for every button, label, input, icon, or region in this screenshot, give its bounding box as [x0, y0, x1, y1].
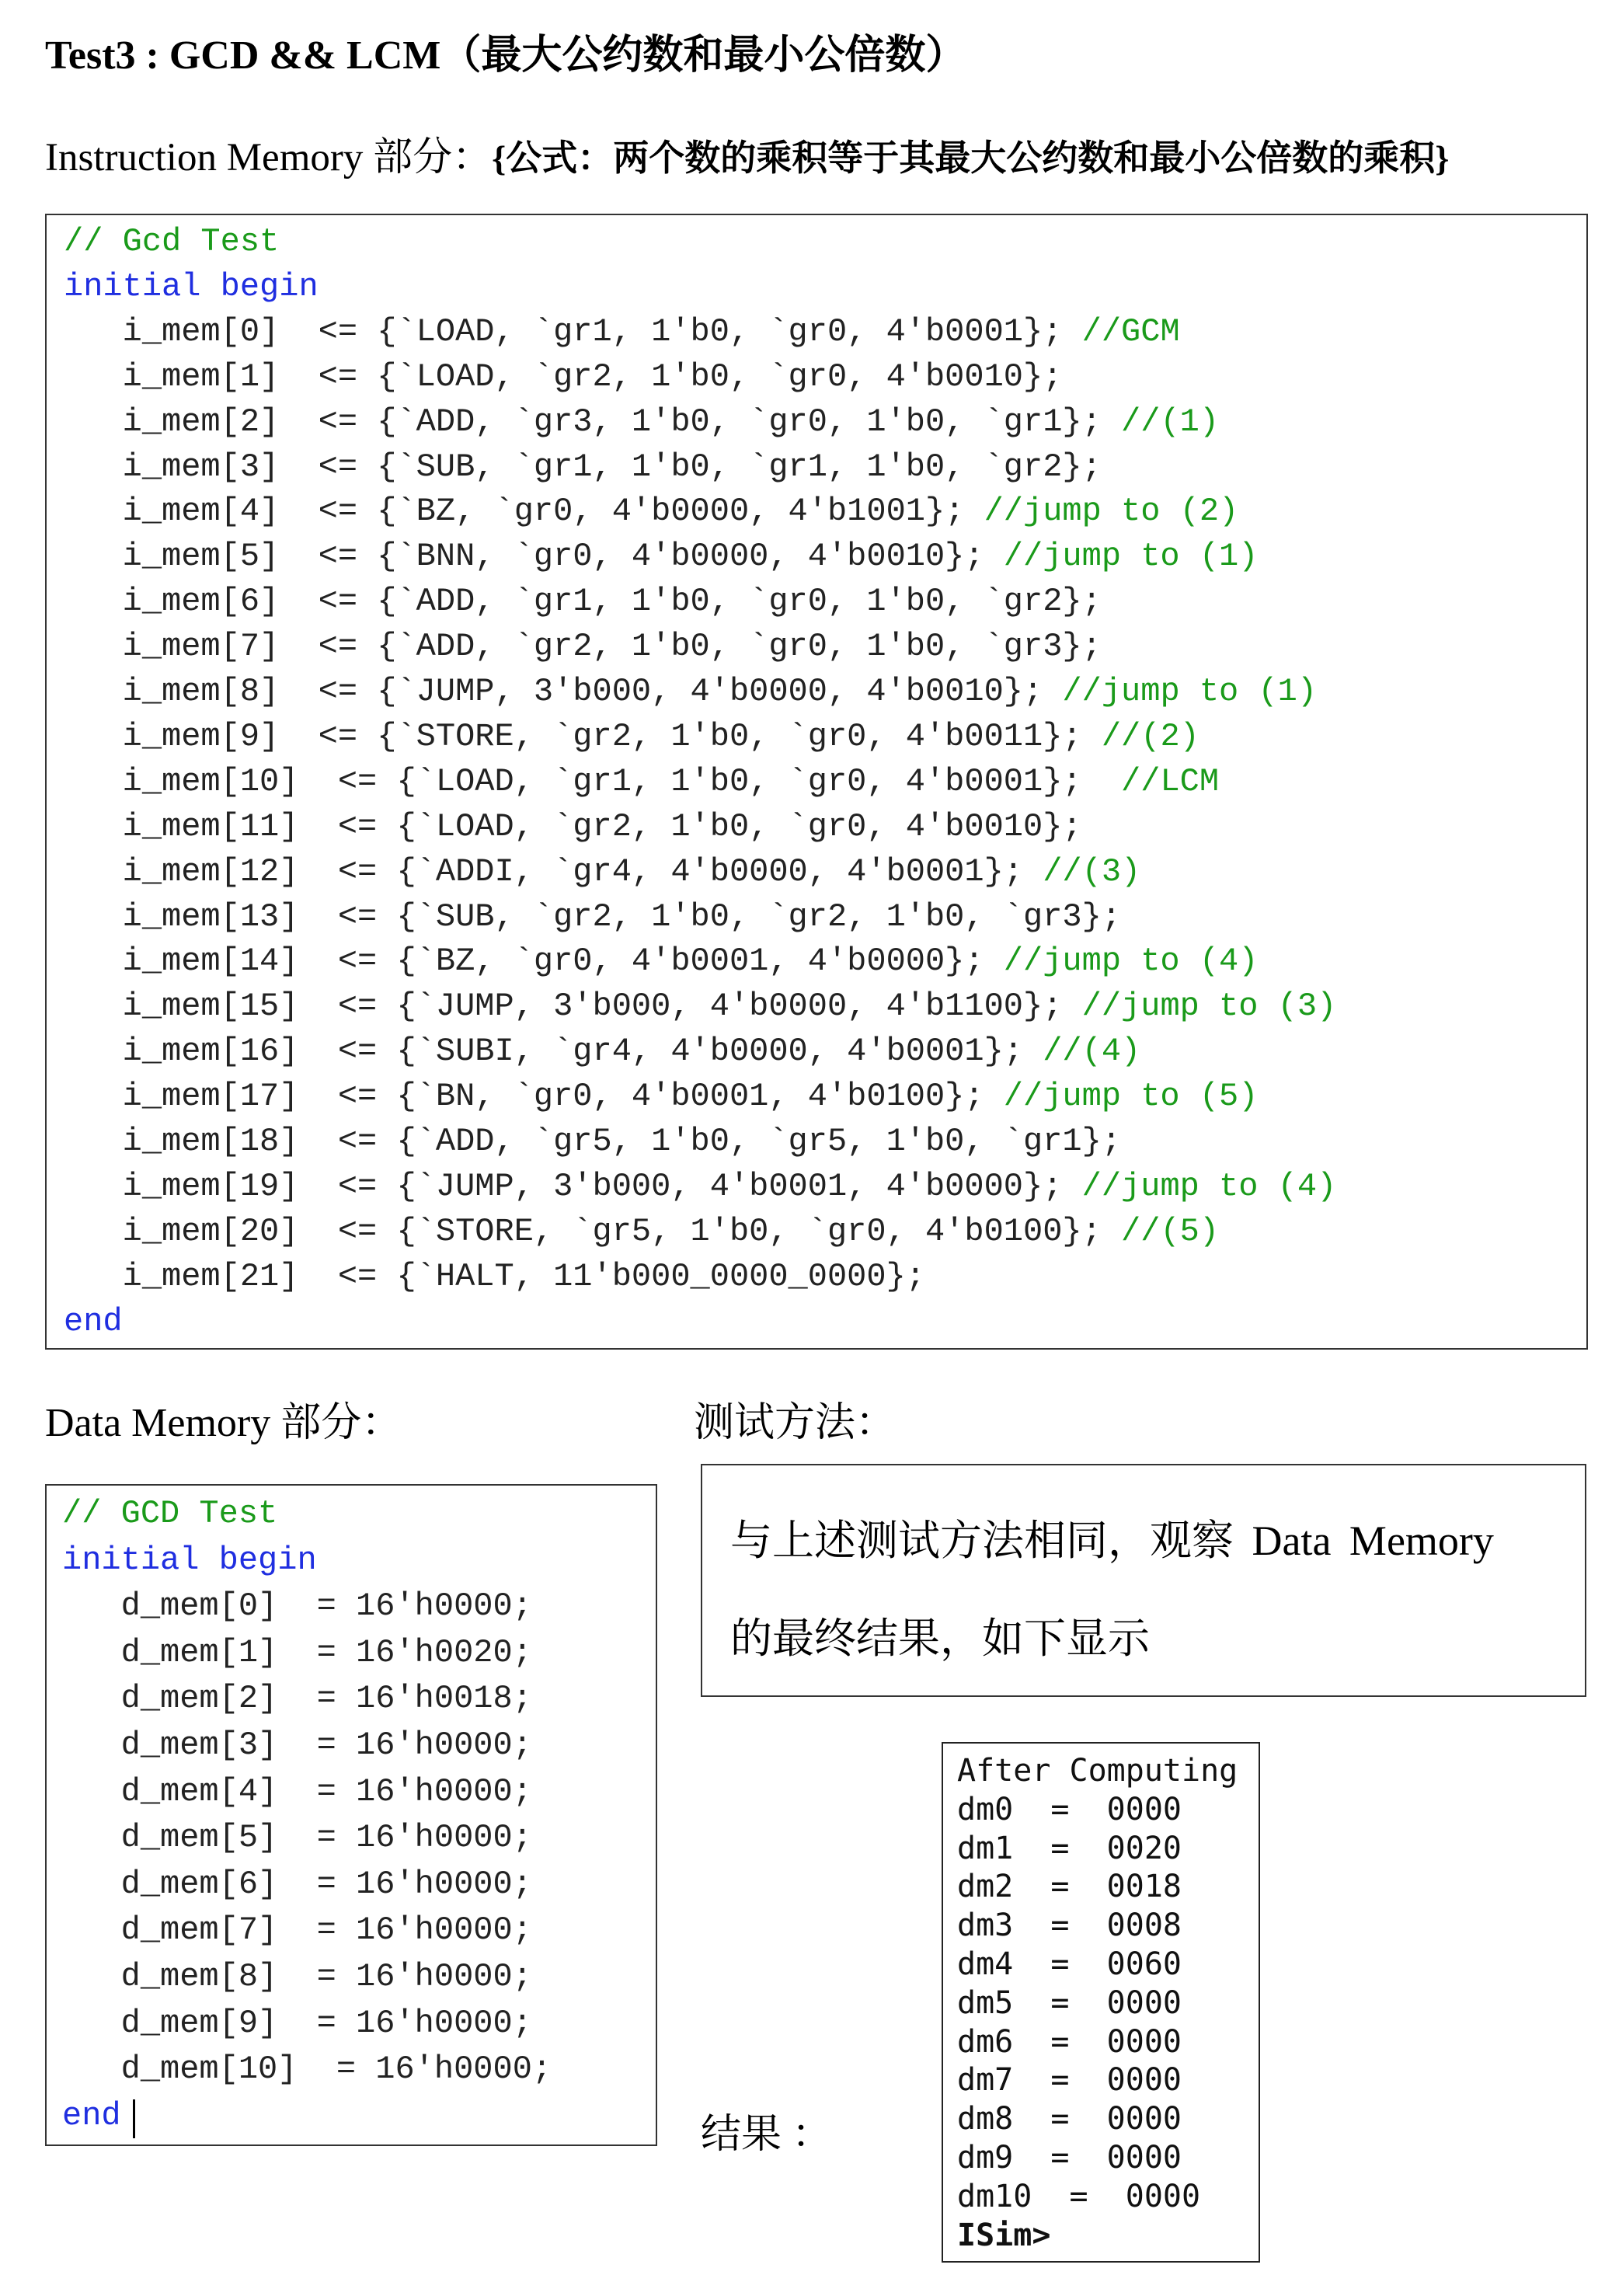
console-value-line: dm2 = 0018: [957, 1869, 1182, 1905]
code-text: d_mem[6] = 16'h0000;: [62, 1865, 532, 1903]
code-text: d_mem[10] = 16'h0000;: [62, 2050, 552, 2089]
code-line: [62, 2097, 121, 2134]
code-comment: //(3): [1043, 852, 1141, 890]
code-text: i_mem[4] <= {`BZ, `gr0, 4'b0000, 4'b1001};: [64, 493, 984, 531]
code-line: [64, 313, 1180, 350]
test-method-text-line1: 与上述测试方法相同，观察 Data Memory: [730, 1517, 1494, 1564]
code-text: i_mem[21] <= {`HALT, 11'b000_0000_0000};: [64, 1257, 925, 1295]
code-text: i_mem[18] <= {`ADD, `gr5, 1'b0, `gr5, 1'b0, `gr1};: [64, 1123, 1122, 1160]
code-text: i_mem[9] <= {`STORE, `gr2, 1'b0, `gr0, 4'b0011};: [64, 717, 1102, 755]
code-line: [64, 628, 1102, 665]
code-text: i_mem[7] <= {`ADD, `gr2, 1'b0, `gr0, 1'b0, `gr3};: [64, 628, 1102, 666]
instruction-memory-heading: [45, 124, 1449, 182]
code-line: [64, 898, 1121, 935]
code-text: i_mem[3] <= {`SUB, `gr1, 1'b0, `gr1, 1'b0, `gr2};: [64, 448, 1102, 486]
code-text: d_mem[8] = 16'h0000;: [62, 1958, 532, 1995]
data-code-block: [45, 1484, 657, 2146]
code-text: d_mem[5] = 16'h0000;: [62, 1819, 532, 1857]
code-comment: //jump to (2): [984, 493, 1239, 531]
console-value-line: dm10 = 0000: [957, 2178, 1201, 2214]
code-text: d_mem[4] = 16'h0000;: [62, 1772, 532, 1810]
code-line: [62, 1958, 532, 1995]
code-line: [64, 448, 1102, 486]
code-text: i_mem[11] <= {`LOAD, `gr2, 1'b0, `gr0, 4'b0010};: [64, 807, 1082, 845]
console-value-line: dm6 = 0000: [957, 2023, 1182, 2060]
code-line: [64, 942, 1258, 980]
code-line: [62, 1726, 532, 1764]
test-method-box: [701, 1464, 1586, 1697]
console-value-line: dm5 = 0000: [957, 1984, 1182, 2021]
page-title: Test3 : GCD && LCM（最大公约数和最小公倍数）: [45, 33, 966, 78]
code-text: i_mem[19] <= {`JUMP, 3'b000, 4'b0001, 4'b0000};: [64, 1167, 1082, 1205]
code-comment: //(5): [1121, 1212, 1220, 1250]
code-line: [64, 718, 1199, 755]
text-cursor: [133, 2099, 135, 2138]
code-text: i_mem[16] <= {`SUBI, `gr4, 4'b0000, 4'b0001};: [64, 1033, 1043, 1071]
code-comment: //jump to (5): [1003, 1078, 1259, 1116]
code-text: i_mem[13] <= {`SUB, `gr2, 1'b0, `gr2, 1'b0, `gr3};: [64, 897, 1122, 935]
code-comment: //jump to (1): [1003, 538, 1259, 576]
code-line: [62, 1911, 532, 1949]
code-line: [62, 1819, 532, 1856]
code-line: [62, 1680, 532, 1717]
code-comment: //jump to (3): [1081, 988, 1337, 1026]
console-value-line: dm9 = 0000: [957, 2140, 1182, 2176]
code-text: i_mem[5] <= {`BNN, `gr0, 4'b0000, 4'b0010};: [64, 538, 1004, 576]
code-line: [62, 2005, 532, 2042]
code-comment: // Gcd Test: [64, 223, 280, 260]
code-text: d_mem[0] = 16'h0000;: [62, 1587, 532, 1625]
code-text: i_mem[2] <= {`ADD, `gr3, 1'b0, `gr0, 1'b0, `gr1};: [64, 402, 1122, 441]
code-line: [62, 1634, 532, 1671]
code-keyword: end: [64, 1302, 123, 1340]
simulation-console-output: [942, 1742, 1260, 2263]
code-comment: //(4): [1043, 1033, 1141, 1071]
console-value-line: dm3 = 0008: [957, 1908, 1182, 1944]
code-text: d_mem[9] = 16'h0000;: [62, 2004, 532, 2042]
code-line: [64, 808, 1082, 845]
code-line: [62, 1866, 532, 1903]
code-line: [64, 853, 1140, 890]
code-line: [64, 988, 1336, 1025]
code-line: [64, 1303, 123, 1340]
code-comment: //(2): [1101, 717, 1199, 755]
code-text: i_mem[6] <= {`ADD, `gr1, 1'b0, `gr0, 1'b0, `gr2};: [64, 583, 1102, 621]
code-text: d_mem[2] = 16'h0018;: [62, 1680, 532, 1718]
code-keyword: initial begin: [64, 267, 319, 305]
code-comment: //LCM: [1121, 762, 1220, 800]
console-value-line: dm4 = 0060: [957, 1946, 1182, 1982]
code-line: [64, 223, 279, 260]
test-method-label: 测试方法：: [694, 1401, 897, 1445]
code-text: i_mem[1] <= {`LOAD, `gr2, 1'b0, `gr0, 4'b0010};: [64, 357, 1063, 395]
console-header: After Computing: [957, 1753, 1238, 1789]
code-line: [64, 1033, 1140, 1070]
code-text: d_mem[3] = 16'h0000;: [62, 1726, 532, 1764]
instruction-code-block: [45, 214, 1588, 1350]
code-line: [64, 1213, 1219, 1250]
console-value-line: dm8 = 0000: [957, 2101, 1182, 2137]
test-method-text-line2: 的最终结果，如下显示: [730, 1615, 1150, 1662]
code-comment: //(1): [1121, 402, 1220, 441]
code-text: d_mem[7] = 16'h0000;: [62, 1911, 532, 1949]
code-text: i_mem[14] <= {`BZ, `gr0, 4'b0001, 4'b0000};: [64, 942, 1004, 981]
code-line: [64, 673, 1317, 710]
code-comment: //jump to (4): [1003, 942, 1259, 981]
code-text: i_mem[8] <= {`JUMP, 3'b000, 4'b0000, 4'b0010};: [64, 673, 1063, 710]
code-text: i_mem[0] <= {`LOAD, `gr1, 1'b0, `gr0, 4'b0001};: [64, 312, 1082, 350]
code-line: [62, 1587, 532, 1625]
code-text: d_mem[1] = 16'h0020;: [62, 1633, 532, 1671]
console-value-line: dm0 = 0000: [957, 1791, 1182, 1827]
console-value-line: dm7 = 0000: [957, 2062, 1182, 2099]
code-line: [64, 583, 1102, 620]
code-line: [64, 403, 1219, 441]
code-text: i_mem[15] <= {`JUMP, 3'b000, 4'b0000, 4'b1100};: [64, 988, 1082, 1026]
result-label: 结果 ：: [701, 2113, 833, 2157]
code-line: [64, 268, 319, 305]
code-line: [62, 1773, 532, 1810]
instruction-memory-label: Instruction Memory 部分：: [45, 136, 493, 179]
code-line: [62, 1542, 317, 1579]
code-line: [62, 1495, 277, 1532]
code-comment: //jump to (1): [1062, 673, 1318, 710]
code-comment: // GCD Test: [62, 1495, 278, 1532]
console-prompt: ISim>: [957, 2217, 1051, 2253]
formula-note: {公式：两个数的乘积等于其最大公约数和最小公倍数的乘积}: [492, 138, 1450, 178]
console-value-line: dm1 = 0020: [957, 1830, 1182, 1866]
code-line: [62, 2050, 552, 2088]
code-line: [64, 538, 1258, 575]
code-comment: //jump to (4): [1081, 1167, 1337, 1205]
code-text: i_mem[12] <= {`ADDI, `gr4, 4'b0000, 4'b0001};: [64, 852, 1043, 890]
code-line: [64, 763, 1219, 800]
code-comment: //GCM: [1081, 312, 1180, 350]
code-line: [64, 1258, 925, 1295]
code-line: [64, 1168, 1336, 1205]
code-line: [64, 493, 1238, 530]
code-line: [64, 358, 1062, 395]
code-keyword: initial begin: [62, 1541, 317, 1579]
code-line: [64, 1078, 1258, 1115]
code-keyword: end: [62, 2096, 121, 2134]
data-memory-label: Data Memory 部分：: [45, 1401, 402, 1445]
code-text: i_mem[17] <= {`BN, `gr0, 4'b0001, 4'b0100};: [64, 1078, 1004, 1116]
code-text: i_mem[20] <= {`STORE, `gr5, 1'b0, `gr0, 4'b0100};: [64, 1212, 1122, 1250]
code-line: [64, 1123, 1121, 1160]
code-text: i_mem[10] <= {`LOAD, `gr1, 1'b0, `gr0, 4'b0001};: [64, 762, 1122, 800]
